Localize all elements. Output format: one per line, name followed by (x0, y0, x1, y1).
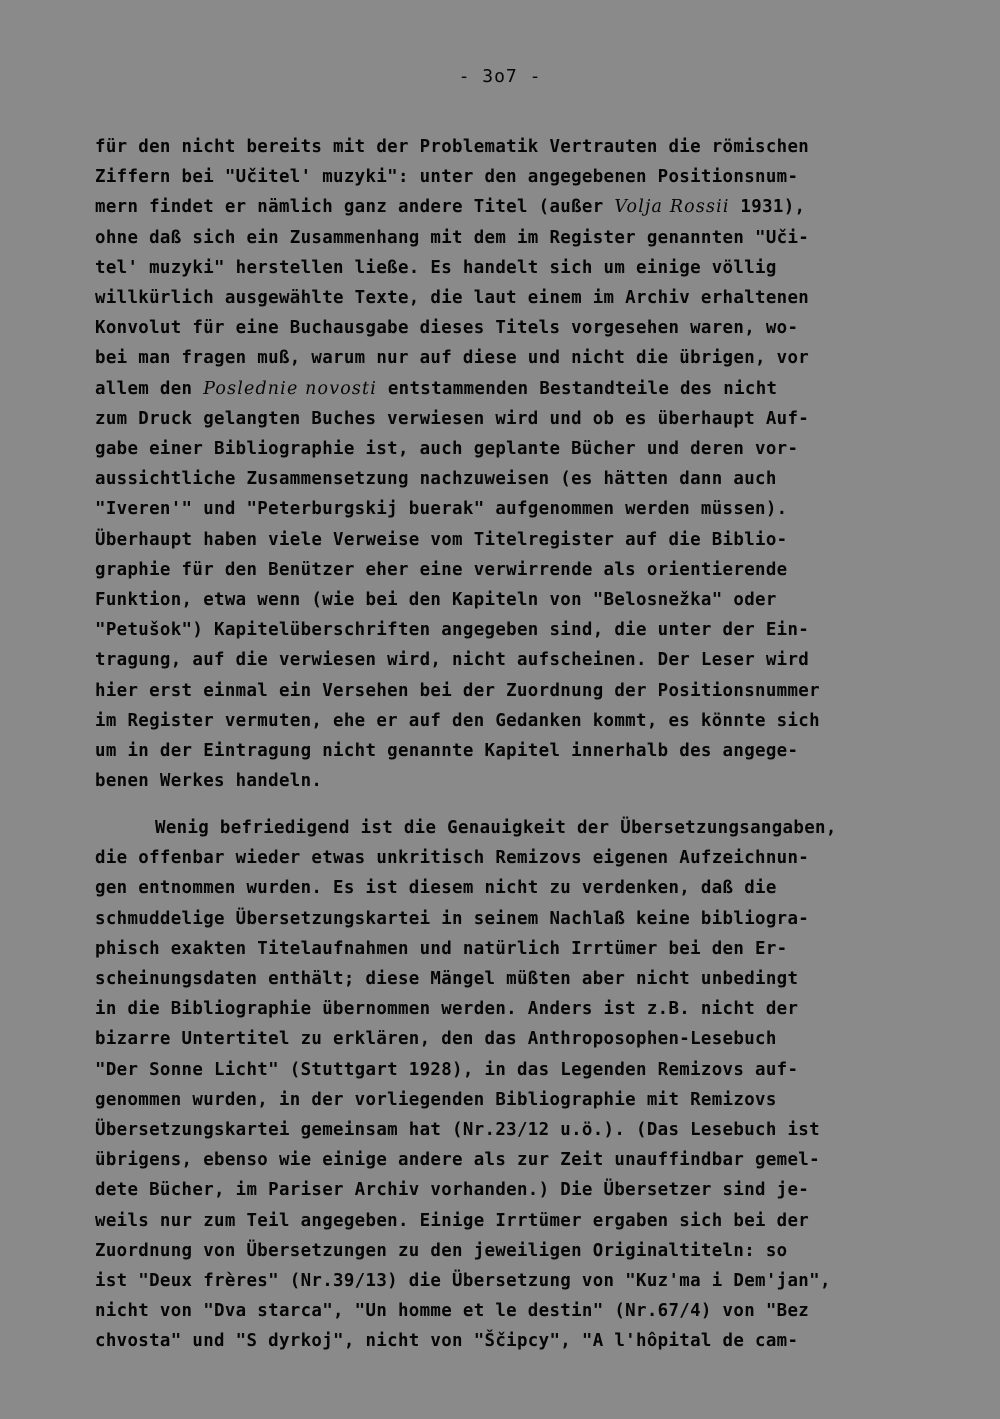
text-line (95, 167, 798, 187)
text-line (95, 530, 787, 550)
text-segment: zum Druck gelangten Buches verwiesen wird und ob es überhaupt Auf- (95, 408, 810, 429)
text-segment: tragung, auf die verwiesen wird, nicht aufscheinen. Der Leser wird (95, 650, 810, 671)
text-segment: schmuddelige Übersetzungskartei in seinem Nachlaß keine bibliogra- (95, 908, 810, 929)
text-line (95, 469, 777, 489)
text-segment: Übersetzungskartei gemeinsam hat (Nr.23/12 u.ö.). (Das Lesebuch ist (95, 1120, 820, 1140)
text-line (95, 197, 805, 217)
text-segment: übrigens, ebenso wie einige andere als zur Zeit unauffindbar gemel- (95, 1150, 820, 1171)
text-line (155, 818, 837, 838)
text-segment: bei man fragen muß, warum nur auf diese und nicht die übrigen, vor (95, 348, 810, 369)
text-segment: hier erst einmal ein Versehen bei der Zuordnung der Positionsnummer (95, 680, 820, 701)
text-segment: für den nicht bereits mit der Problematik Vertrauten die römischen (95, 137, 810, 157)
text-line (95, 939, 787, 959)
text-line (95, 1090, 777, 1110)
text-segment: in die Bibliographie übernommen werden. Anders ist z.B. nicht der (95, 999, 799, 1020)
text-segment: chvosta" und "S dyrkoj", nicht von "Ščipcy", "A l'hôpital de cam- (95, 1331, 799, 1352)
text-line (95, 499, 787, 519)
text-line (95, 650, 809, 670)
text-segment: genommen wurden, in der vorliegenden Bibliographie mit Remizovs (95, 1089, 777, 1110)
text-segment: Überhaupt haben viele Verweise vom Titelregister auf die Biblio- (95, 529, 788, 550)
text-segment: gen entnommen wurden. Es ist diesem nicht zu verdenken, daß die (95, 878, 777, 899)
text-line (95, 409, 809, 429)
text-line (95, 379, 777, 399)
text-segment: gabe einer Bibliographie ist, auch geplante Bücher und deren vor- (95, 439, 799, 459)
text-segment: graphie für den Benützer eher eine verwirrende als orientierende (95, 559, 788, 580)
text-line (95, 1029, 777, 1049)
text-segment: dete Bücher, im Pariser Archiv vorhanden.) Die Übersetzer sind je- (95, 1180, 810, 1201)
text-line (95, 1180, 809, 1200)
text-segment: nicht von "Dva starca", "Un homme et le destin" (Nr.67/4) von "Bez (95, 1301, 810, 1322)
text-segment: scheinungsdaten enthält; diese Mängel müßten aber nicht unbedingt (95, 969, 799, 989)
text-line (95, 711, 820, 731)
text-segment: "Iveren'" und "Peterburgskij buerak" aufgenommen werden müssen). (95, 499, 788, 520)
text-line (95, 1241, 787, 1261)
text-line (95, 1060, 798, 1080)
text-segment: um in der Eintragung nicht genannte Kapitel innerhalb des angege- (95, 741, 799, 761)
text-line (95, 137, 809, 157)
text-line (95, 741, 798, 761)
text-line (95, 1331, 798, 1351)
text-line (95, 318, 798, 338)
text-segment: weils nur zum Teil angegeben. Einige Irrtümer ergaben sich bei der (95, 1210, 810, 1231)
text-segment: aussichtliche Zusammensetzung nachzuweisen (es hätten dann auch (95, 469, 777, 490)
text-line (95, 1150, 820, 1170)
text-line (95, 348, 809, 368)
text-line (95, 1120, 820, 1140)
text-line (95, 1301, 809, 1321)
text-segment: entstammenden Bestandteile des nicht (377, 378, 778, 399)
text-line (95, 969, 798, 989)
text-line (95, 560, 787, 580)
text-line (95, 288, 809, 308)
text-segment: ohne daß sich ein Zusammenhang mit dem im Register genannten "Uči- (95, 227, 810, 248)
text-segment: 1931), (729, 197, 806, 218)
text-line (95, 590, 777, 610)
italic-title: Poslednie novosti (203, 378, 378, 399)
text-segment: benen Werkes handeln. (95, 771, 323, 792)
text-line (95, 1271, 831, 1291)
text-segment: Ziffern bei "Učitel' muzyki": unter den angegebenen Positionsnum- (95, 167, 799, 188)
text-line (95, 228, 809, 248)
page-number: - 3o7 - (458, 66, 542, 87)
text-segment: willkürlich ausgewählte Texte, die laut einem im Archiv erhaltenen (95, 288, 810, 308)
text-segment: allem den (95, 378, 204, 399)
text-segment: im Register vermuten, ehe er auf den Gedanken kommt, es könnte sich (95, 710, 820, 731)
italic-title: Volja Rossii (614, 197, 730, 218)
text-segment: Konvolut für eine Buchausgabe dieses Titels vorgesehen waren, wo- (95, 318, 799, 339)
text-line (95, 681, 820, 701)
text-line (95, 999, 798, 1019)
text-segment: tel' muzyki" herstellen ließe. Es handelt sich um einige völlig (95, 257, 777, 278)
text-segment: die offenbar wieder etwas unkritisch Remizovs eigenen Aufzeichnun- (95, 848, 810, 869)
text-segment: Wenig befriedigend ist die Genauigkeit der Übersetzungsangaben, (155, 818, 837, 838)
text-line (95, 771, 322, 791)
text-segment: mern findet er nämlich ganz andere Titel (außer (95, 197, 615, 218)
text-line (95, 1211, 809, 1231)
text-line (95, 848, 809, 868)
text-segment: Funktion, etwa wenn (wie bei den Kapiteln von "Belosnežka" oder (95, 590, 777, 610)
text-segment: Zuordnung von Übersetzungen zu den jeweiligen Originaltiteln: so (95, 1240, 788, 1261)
text-line (95, 878, 777, 898)
text-line (95, 439, 798, 459)
text-line (95, 258, 777, 278)
text-segment: ist "Deux frères" (Nr.39/13) die Übersetzung von "Kuz'ma i Dem'jan", (95, 1271, 831, 1291)
text-segment: bizarre Untertitel zu erklären, den das Anthroposophen-Lesebuch (95, 1029, 777, 1050)
text-segment: "Der Sonne Licht" (Stuttgart 1928), in das Legenden Remizovs auf- (95, 1059, 799, 1080)
text-line (95, 620, 809, 640)
text-segment: phisch exakten Titelaufnahmen und natürlich Irrtümer bei den Er- (95, 938, 788, 959)
text-line (95, 909, 809, 929)
text-segment: "Petušok") Kapitelüberschriften angegeben sind, die unter der Ein- (95, 620, 810, 641)
